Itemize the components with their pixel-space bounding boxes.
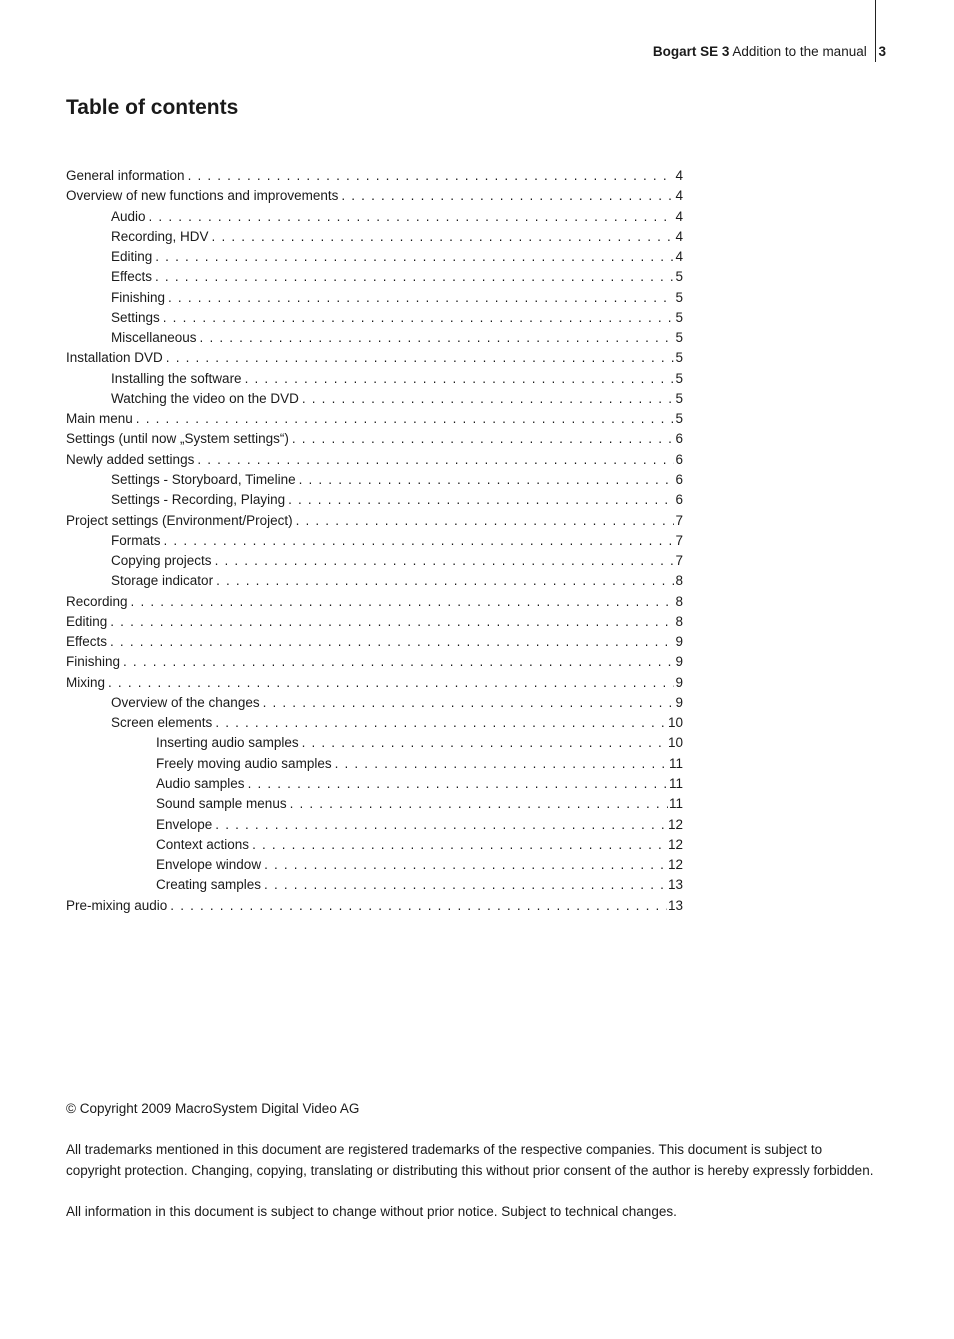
toc-entry-page: 6	[675, 471, 683, 487]
toc-entry-page: 11	[668, 796, 683, 812]
toc-entry-page: 10	[667, 735, 683, 751]
toc-entry-label: Freely moving audio samples	[156, 755, 332, 771]
toc-entry[interactable]	[66, 735, 683, 755]
toc-leader-dots	[188, 168, 675, 183]
toc-entry-page: 13	[667, 877, 683, 893]
toc-leader-dots	[296, 513, 675, 528]
toc-entry[interactable]	[66, 776, 683, 796]
toc-entry[interactable]	[66, 290, 683, 310]
toc-entry[interactable]	[66, 513, 683, 533]
toc-entry[interactable]	[66, 756, 683, 776]
change-notice: All information in this document is subject to change without prior notice. Subject to technical changes.	[66, 1203, 677, 1219]
toc-entry-page: 9	[675, 694, 683, 710]
toc-entry[interactable]	[66, 391, 683, 411]
toc-entry-label: Settings (until now „System settings“)	[66, 431, 289, 447]
toc-leader-dots	[290, 796, 668, 811]
toc-leader-dots	[215, 715, 667, 730]
toc-entry-page: 6	[675, 492, 683, 508]
toc-leader-dots	[264, 857, 667, 872]
toc-entry[interactable]	[66, 209, 683, 229]
table-of-contents	[66, 168, 683, 918]
toc-entry-label: Settings	[111, 309, 160, 325]
toc-leader-dots	[123, 654, 674, 669]
toc-entry-label: Finishing	[111, 289, 166, 305]
toc-entry[interactable]	[66, 715, 683, 735]
toc-entry-label: Sound sample menus	[156, 796, 287, 812]
toc-entry[interactable]	[66, 675, 683, 695]
toc-entry-label: Mixing	[66, 674, 106, 690]
header-brand: Bogart SE 3	[652, 44, 730, 59]
toc-entry-page: 4	[675, 168, 683, 183]
toc-entry-page: 12	[667, 816, 683, 832]
toc-entry[interactable]	[66, 249, 683, 269]
toc-entry[interactable]	[66, 371, 683, 391]
toc-entry[interactable]	[66, 269, 683, 289]
toc-entry[interactable]	[66, 350, 683, 370]
toc-entry-label: Finishing	[66, 654, 121, 670]
toc-entry-label: Formats	[111, 532, 161, 548]
legal-footer	[66, 1099, 876, 1243]
toc-entry-page: 9	[675, 674, 683, 690]
toc-entry[interactable]	[66, 533, 683, 553]
toc-entry[interactable]	[66, 573, 683, 593]
toc-leader-dots	[245, 371, 675, 386]
toc-entry-label: Audio samples	[156, 775, 245, 791]
toc-entry-label: Copying projects	[111, 553, 212, 569]
toc-entry-page: 5	[675, 289, 683, 305]
toc-entry-page: 9	[675, 654, 683, 670]
toc-entry-page: 11	[668, 755, 683, 771]
toc-entry[interactable]	[66, 411, 683, 431]
toc-entry[interactable]	[66, 654, 683, 674]
header-subtitle: Addition to the manual	[732, 44, 867, 59]
toc-entry-page: 5	[675, 330, 683, 346]
toc-entry[interactable]	[66, 837, 683, 857]
toc-leader-dots	[110, 634, 674, 649]
toc-entry-label: Watching the video on the DVD	[111, 390, 299, 406]
toc-entry-label: Editing	[111, 249, 153, 265]
toc-entry-page: 4	[675, 188, 683, 204]
toc-leader-dots	[108, 675, 674, 690]
toc-entry-page: 11	[668, 775, 683, 791]
toc-entry[interactable]	[66, 310, 683, 330]
toc-leader-dots	[168, 290, 674, 305]
toc-entry-label: Overview of new functions and improvements	[66, 188, 339, 204]
toc-entry-label: Envelope	[156, 816, 213, 832]
toc-entry-page: 9	[675, 634, 683, 650]
toc-entry[interactable]	[66, 492, 683, 512]
copyright-notice: © Copyright 2009 MacroSystem Digital Video AG	[66, 1101, 360, 1116]
toc-entry-page: 6	[675, 431, 683, 447]
toc-entry-page: 4	[675, 228, 683, 244]
toc-entry[interactable]	[66, 796, 683, 816]
toc-leader-dots	[252, 837, 667, 852]
toc-leader-dots	[264, 877, 667, 892]
toc-leader-dots	[215, 817, 667, 832]
toc-entry-label: Installing the software	[111, 370, 242, 386]
toc-entry[interactable]	[66, 452, 683, 472]
toc-leader-dots	[155, 269, 674, 284]
toc-entry-page: 6	[675, 451, 683, 467]
toc-entry[interactable]	[66, 168, 683, 188]
toc-entry-page: 7	[675, 532, 683, 548]
toc-entry-page: 4	[675, 249, 683, 265]
toc-entry-label: Miscellaneous	[111, 330, 197, 346]
toc-entry[interactable]	[66, 472, 683, 492]
toc-leader-dots	[131, 594, 675, 609]
toc-entry-label: Settings - Recording, Playing	[111, 492, 286, 508]
toc-entry-label: Context actions	[156, 836, 250, 852]
toc-entry-label: Project settings (Environment/Project)	[66, 512, 293, 528]
toc-entry-page: 5	[675, 411, 683, 427]
toc-entry[interactable]	[66, 431, 683, 451]
toc-leader-dots	[292, 431, 675, 446]
toc-entry-page: 5	[675, 390, 683, 406]
toc-entry[interactable]	[66, 817, 683, 837]
page-title: Table of contents	[66, 96, 239, 119]
toc-leader-dots	[341, 188, 674, 203]
toc-entry-label: Overview of the changes	[111, 694, 260, 710]
toc-leader-dots	[166, 350, 675, 365]
toc-entry-page: 7	[675, 553, 683, 569]
toc-entry[interactable]	[66, 229, 683, 249]
toc-leader-dots	[200, 330, 675, 345]
toc-leader-dots	[136, 411, 675, 426]
toc-entry-page: 7	[675, 512, 683, 528]
toc-entry-page: 8	[675, 593, 683, 609]
toc-entry-label: Envelope window	[156, 857, 262, 873]
toc-leader-dots	[170, 898, 667, 913]
toc-leader-dots	[212, 229, 675, 244]
toc-entry-label: Installation DVD	[66, 350, 163, 366]
toc-entry[interactable]	[66, 614, 683, 634]
toc-entry-page: 5	[675, 350, 683, 366]
toc-leader-dots	[215, 553, 675, 568]
toc-entry[interactable]	[66, 634, 683, 654]
toc-entry-page: 12	[667, 836, 683, 852]
toc-leader-dots	[302, 391, 675, 406]
toc-entry-page: 8	[675, 613, 683, 629]
toc-entry[interactable]	[66, 857, 683, 877]
toc-entry-label: Editing	[66, 613, 108, 629]
toc-entry-page: 13	[667, 897, 683, 913]
toc-entry-label: Effects	[66, 634, 108, 650]
toc-leader-dots	[164, 533, 675, 548]
toc-leader-dots	[335, 756, 668, 771]
toc-leader-dots	[299, 472, 675, 487]
toc-leader-dots	[288, 492, 674, 507]
toc-leader-dots	[155, 249, 674, 264]
toc-entry-label: Inserting audio samples	[156, 735, 299, 751]
toc-entry-label: Storage indicator	[111, 573, 214, 589]
toc-entry-label: Newly added settings	[66, 451, 195, 467]
running-header	[653, 44, 886, 59]
toc-entry-label: Audio	[111, 208, 146, 224]
toc-entry-label: Settings - Storyboard, Timeline	[111, 471, 296, 487]
toc-leader-dots	[216, 573, 674, 588]
toc-entry-label: Screen elements	[111, 715, 213, 731]
toc-entry-label: Recording	[66, 593, 128, 609]
toc-entry-page: 5	[675, 309, 683, 325]
toc-entry-page: 5	[675, 370, 683, 386]
toc-entry[interactable]	[66, 695, 683, 715]
toc-entry[interactable]	[66, 594, 683, 614]
toc-leader-dots	[163, 310, 675, 325]
toc-entry-page: 12	[667, 857, 683, 873]
trademark-notice: All trademarks mentioned in this document are registered trademarks of the respective companies. This document is subject to copyright protection. Changing, copying, translating or distributing this without prior consent of the author is hereby expressly forbidden.	[66, 1142, 874, 1178]
toc-entry-page: 4	[675, 208, 683, 224]
toc-entry-page: 5	[675, 269, 683, 285]
toc-entry-label: Recording, HDV	[111, 228, 209, 244]
toc-leader-dots	[197, 452, 674, 467]
toc-entry[interactable]	[66, 188, 683, 208]
toc-entry[interactable]	[66, 898, 683, 918]
toc-leader-dots	[110, 614, 674, 629]
toc-entry-label: Effects	[111, 269, 153, 285]
toc-entry-page: 8	[675, 573, 683, 589]
toc-leader-dots	[149, 209, 675, 224]
toc-entry[interactable]	[66, 553, 683, 573]
toc-leader-dots	[302, 735, 667, 750]
toc-leader-dots	[248, 776, 668, 791]
toc-entry[interactable]	[66, 877, 683, 897]
toc-entry-label: Pre-mixing audio	[66, 897, 168, 913]
toc-entry-label: General information	[66, 168, 185, 183]
toc-entry-label: Main menu	[66, 411, 133, 427]
toc-entry-label: Creating samples	[156, 877, 262, 893]
toc-entry-page: 10	[667, 715, 683, 731]
toc-entry[interactable]	[66, 330, 683, 350]
header-page-number: 3	[878, 44, 886, 59]
toc-leader-dots	[263, 695, 675, 710]
